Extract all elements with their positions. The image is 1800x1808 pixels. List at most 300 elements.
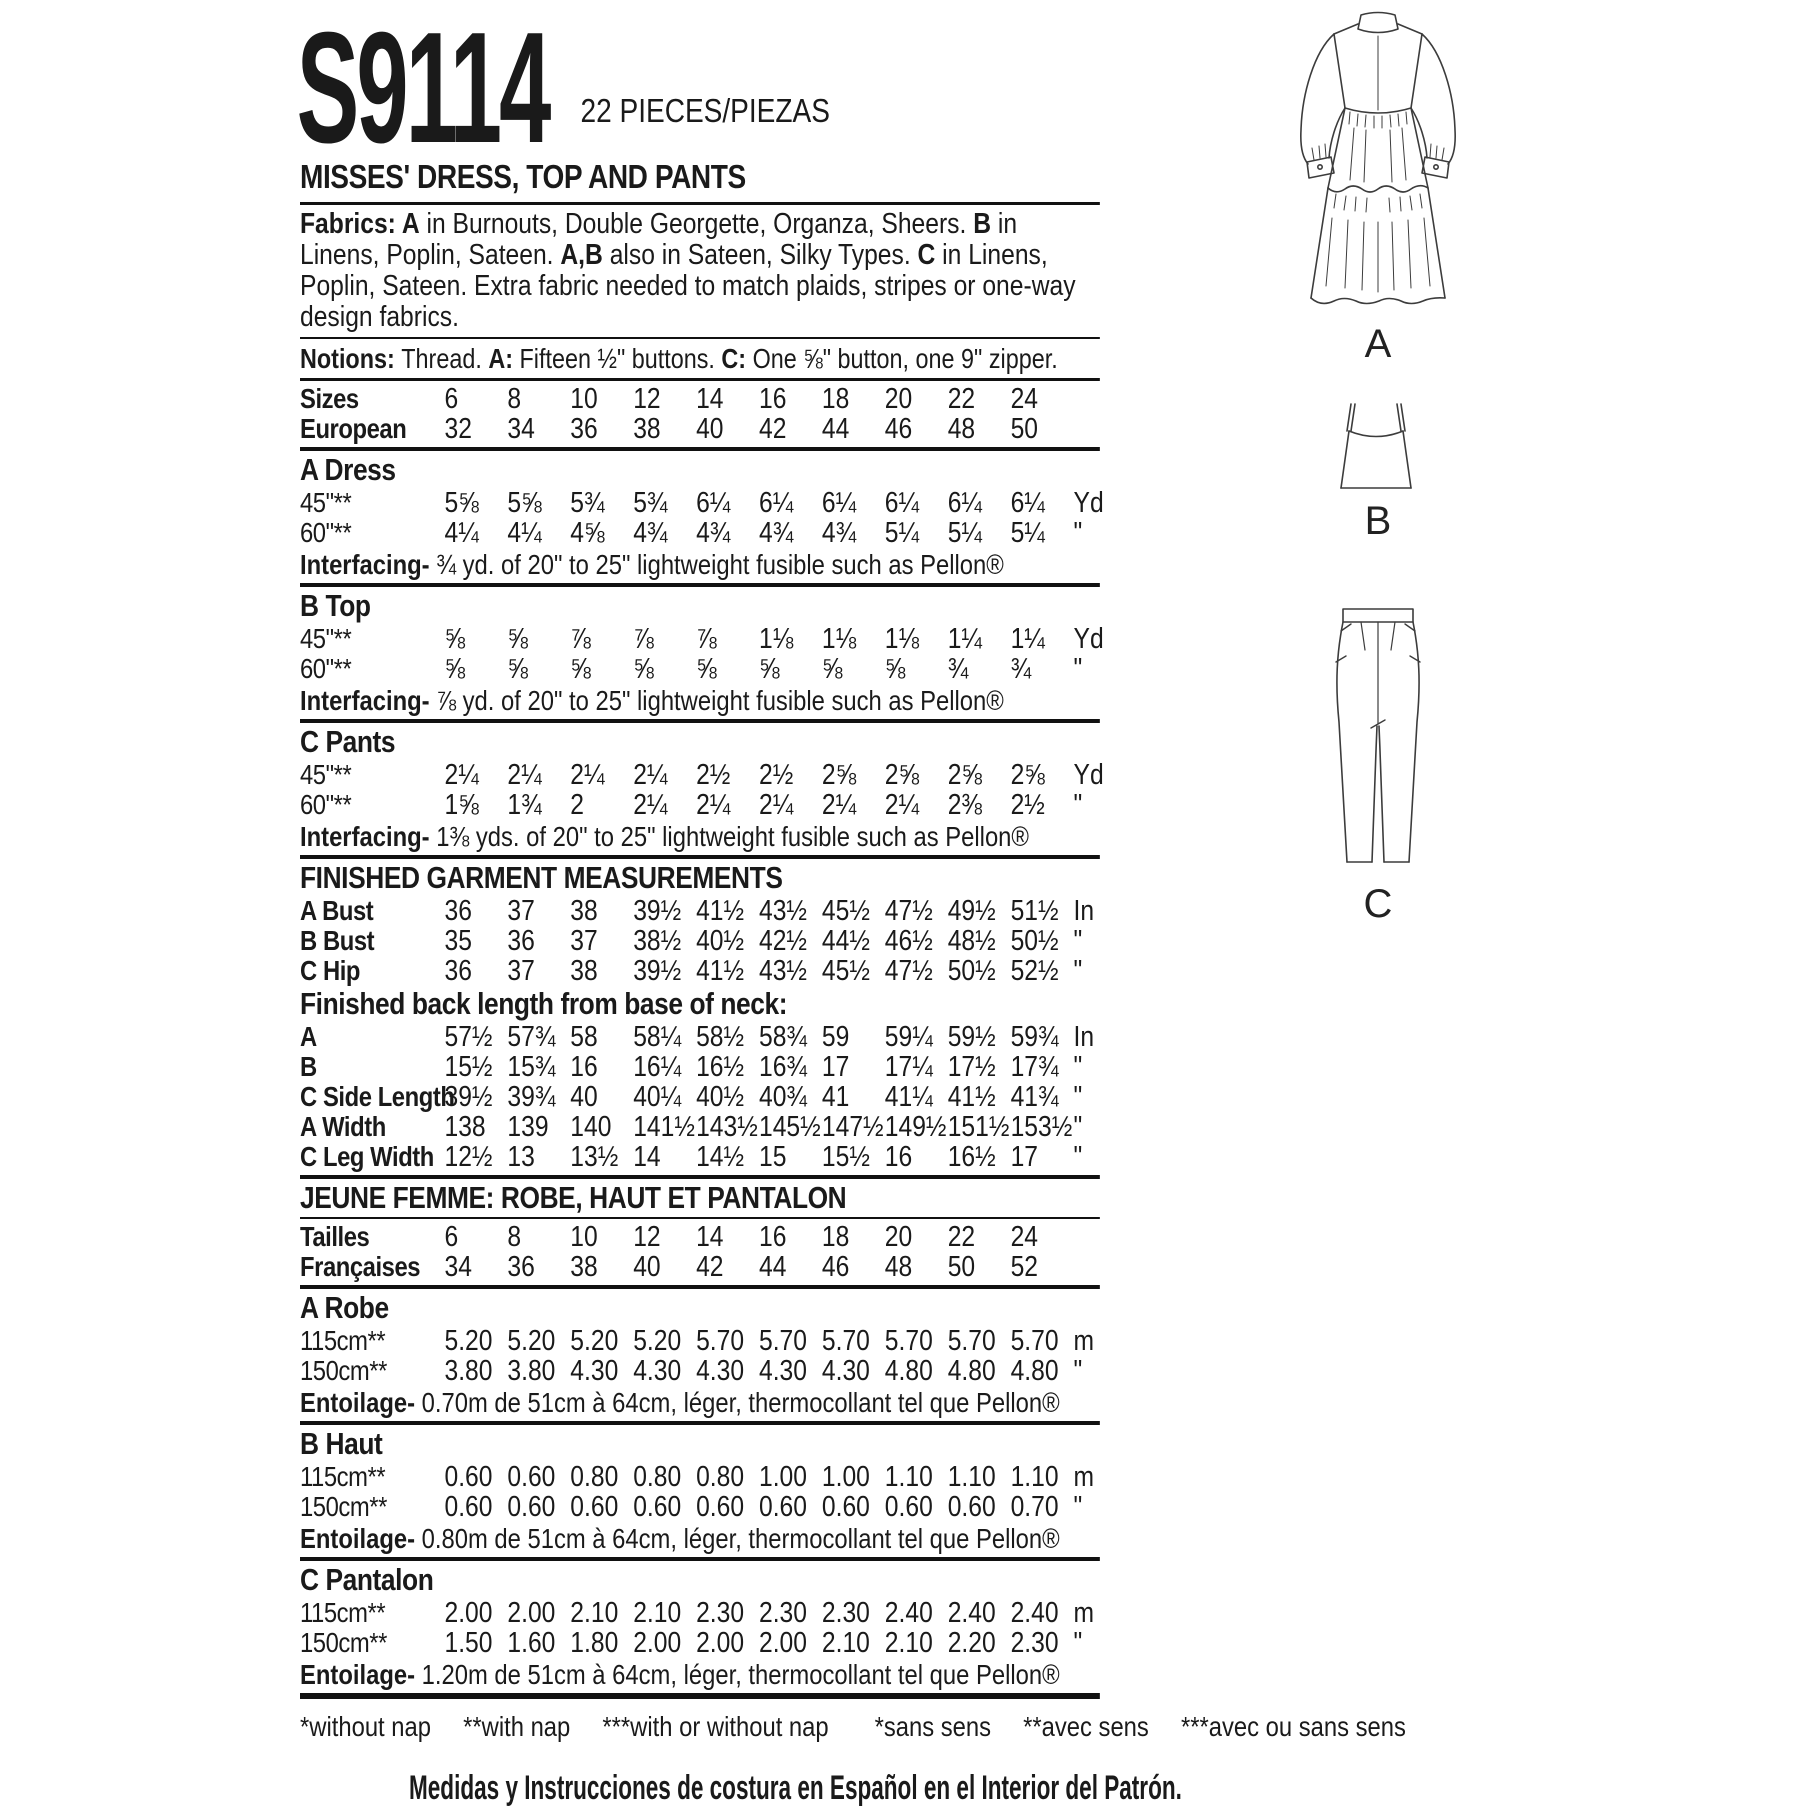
row-value: 45½ xyxy=(821,895,870,927)
interfacing-note xyxy=(300,686,1100,716)
row-value: 145½ xyxy=(759,1111,821,1143)
table-row xyxy=(300,1598,1100,1628)
row-unit: In xyxy=(1073,1021,1095,1053)
row-value: 1⅛ xyxy=(884,623,920,655)
row-value: 5¾ xyxy=(633,487,668,519)
table-row xyxy=(300,414,1100,444)
row-value: 38 xyxy=(633,413,661,445)
spanish-note: Medidas y Instrucciones de costura en Español en el Interior del Patrón. xyxy=(408,1769,1182,1807)
row-label: 115cm** xyxy=(300,1325,386,1356)
row-value: 141½ xyxy=(633,1111,695,1143)
row-value: 46 xyxy=(884,413,913,445)
spacer xyxy=(1288,544,1468,604)
row-value: 149½ xyxy=(884,1111,947,1143)
c-pantalon-metrage-table xyxy=(300,1598,1100,1658)
row-value: 39½ xyxy=(633,955,682,987)
row-unit xyxy=(1074,414,1100,444)
row-value: 12 xyxy=(633,1221,661,1253)
divider xyxy=(300,337,1100,339)
row-value: 1⅝ xyxy=(444,789,479,821)
finished-measurements-table xyxy=(300,896,1100,986)
section-title: C Pants xyxy=(300,724,396,759)
row-value: 2.10 xyxy=(821,1627,870,1659)
section-c-pantalon xyxy=(300,1564,1100,1699)
divider xyxy=(300,1421,1100,1425)
row-value: 22 xyxy=(947,1221,976,1253)
row-value: 2¼ xyxy=(884,789,920,821)
text-segment: 0.70m de 51cm à 64cm, léger, thermocollant tel que Pellon® xyxy=(421,1387,1060,1418)
row-value: 17½ xyxy=(947,1051,996,1083)
row-value: 6¼ xyxy=(1010,487,1045,519)
row-value: 2.10 xyxy=(633,1597,682,1629)
row-value: 34 xyxy=(444,1251,472,1283)
row-label: 60"** xyxy=(300,517,352,548)
row-value: 5.20 xyxy=(633,1325,682,1357)
section-title: C Pantalon xyxy=(300,1562,434,1597)
row-value: 2.40 xyxy=(947,1597,996,1629)
footnote: ***with or without nap xyxy=(602,1711,829,1742)
row-value: 0.60 xyxy=(444,1491,493,1523)
row-value: 0.70 xyxy=(1010,1491,1059,1523)
row-value: 41¼ xyxy=(884,1081,933,1113)
row-unit: " xyxy=(1073,1491,1083,1523)
section-finished-measurements xyxy=(300,862,1100,1179)
row-label: 60"** xyxy=(300,653,352,684)
row-value: 58¼ xyxy=(633,1021,682,1053)
section-title: A Robe xyxy=(300,1290,389,1325)
section-a-dress xyxy=(300,452,1104,587)
section-title: JEUNE FEMME: ROBE, HAUT ET PANTALON xyxy=(300,1180,847,1215)
row-value: 36 xyxy=(507,1251,535,1283)
row-value: 2¼ xyxy=(507,759,542,791)
header xyxy=(296,0,1100,176)
row-value: 39¾ xyxy=(507,1081,556,1113)
row-value: 0.60 xyxy=(507,1461,556,1493)
row-unit: Yd xyxy=(1073,759,1104,791)
row-value: 38 xyxy=(570,955,598,987)
row-value: 6¼ xyxy=(947,487,982,519)
row-value: 0.60 xyxy=(884,1491,933,1523)
text-segment: C xyxy=(917,239,936,271)
text-segment: in Burnouts, Double Georgette, Organza, Sheers. xyxy=(419,208,974,240)
row-unit: " xyxy=(1073,653,1083,685)
row-value: 47½ xyxy=(884,955,933,987)
row-value: 52 xyxy=(1010,1251,1039,1283)
row-value: 58¾ xyxy=(759,1021,807,1053)
row-value: 40½ xyxy=(696,1081,745,1113)
footnotes xyxy=(300,1703,1430,1747)
row-value: 17¼ xyxy=(884,1051,933,1083)
row-unit xyxy=(1074,384,1100,414)
row-value: 52½ xyxy=(1010,955,1059,987)
footnote: **avec sens xyxy=(1023,1711,1149,1742)
row-label: C Side Length xyxy=(300,1081,455,1112)
divider xyxy=(300,719,1100,723)
row-value: 16¾ xyxy=(759,1051,807,1083)
row-label: B xyxy=(300,1051,317,1082)
row-value: 2.00 xyxy=(507,1597,556,1629)
row-value: 139 xyxy=(507,1111,549,1143)
row-value: 22 xyxy=(947,383,976,415)
row-value: 44 xyxy=(821,413,850,445)
row-value: 36 xyxy=(444,955,472,987)
row-value: 4¾ xyxy=(633,517,668,549)
row-value: 46½ xyxy=(884,925,933,957)
row-value: 24 xyxy=(1010,383,1039,415)
text-segment: Entoilage- xyxy=(300,1659,422,1690)
row-value: 2.00 xyxy=(696,1627,745,1659)
row-value: 2⅝ xyxy=(884,759,920,791)
divider xyxy=(300,1285,1100,1289)
back-length-table xyxy=(300,1022,1100,1172)
row-value: 1¼ xyxy=(1010,623,1045,655)
row-value: 6 xyxy=(444,383,459,415)
row-value: 13½ xyxy=(570,1141,619,1173)
interfacing-note xyxy=(300,822,1100,852)
row-value: 50 xyxy=(1010,413,1039,445)
table-row xyxy=(300,1142,1100,1172)
row-unit: " xyxy=(1073,955,1083,987)
row-value: 38½ xyxy=(633,925,682,957)
pants-illustration xyxy=(1328,604,1428,876)
row-value: 36 xyxy=(507,925,535,957)
row-value: 4.80 xyxy=(947,1355,996,1387)
row-value: 2½ xyxy=(696,759,731,791)
row-value: ⅝ xyxy=(507,623,528,655)
row-value: ⅞ xyxy=(570,623,591,655)
table-row xyxy=(300,654,1100,684)
divider xyxy=(300,1557,1100,1561)
row-value: ⅞ xyxy=(633,623,654,655)
row-value: 1.10 xyxy=(947,1461,996,1493)
row-value: 15½ xyxy=(444,1051,493,1083)
row-value: 5.20 xyxy=(507,1325,556,1357)
row-value: 138 xyxy=(444,1111,486,1143)
row-value: 1.10 xyxy=(884,1461,933,1493)
row-value: 0.60 xyxy=(507,1491,556,1523)
footnotes-french xyxy=(875,1711,1432,1743)
row-value: 153½ xyxy=(1010,1111,1073,1143)
footnote: **with nap xyxy=(463,1711,571,1742)
row-value: 4.30 xyxy=(570,1355,619,1387)
row-value: 59½ xyxy=(947,1021,996,1053)
table-row xyxy=(300,1112,1100,1142)
row-value: 35 xyxy=(444,925,472,957)
dress-back-view-illustration xyxy=(1288,8,1468,316)
row-value: ⅝ xyxy=(444,623,466,655)
divider xyxy=(300,855,1100,859)
row-value: 0.80 xyxy=(633,1461,682,1493)
row-label: 60"** xyxy=(300,789,352,820)
row-value: 4¼ xyxy=(507,517,542,549)
row-value: 5¼ xyxy=(884,517,920,549)
text-segment: A,B xyxy=(560,239,603,271)
row-label: European xyxy=(300,413,407,444)
text-segment: in Linens, Poplin, Sateen. xyxy=(300,208,1018,271)
divider xyxy=(300,1217,1100,1219)
row-unit: " xyxy=(1073,1141,1083,1173)
row-value: 2⅝ xyxy=(1010,759,1045,791)
notions-line xyxy=(300,343,1100,374)
row-label: Françaises xyxy=(300,1251,421,1282)
row-value: 6 xyxy=(444,1221,459,1253)
row-value: 2.30 xyxy=(759,1597,807,1629)
row-unit: In xyxy=(1073,895,1095,927)
row-label: 150cm** xyxy=(300,1627,387,1658)
divider xyxy=(300,202,1100,205)
text-segment: Entoilage- xyxy=(300,1387,422,1418)
row-value: 2¼ xyxy=(759,789,794,821)
row-value: 2⅝ xyxy=(947,759,982,791)
row-value: 4.30 xyxy=(759,1355,807,1387)
row-value: 0.60 xyxy=(821,1491,870,1523)
row-label: C Leg Width xyxy=(300,1141,434,1172)
table-row xyxy=(300,1082,1100,1112)
row-value: ⅝ xyxy=(633,653,654,685)
row-label: B Bust xyxy=(300,925,375,956)
french-sizes-table xyxy=(300,1222,1100,1282)
row-value: 50½ xyxy=(1010,925,1059,957)
row-value: 2⅜ xyxy=(947,789,982,821)
row-value: 43½ xyxy=(759,895,807,927)
section-title: A Dress xyxy=(300,452,396,487)
row-value: ⅝ xyxy=(696,653,717,685)
row-value: 5¼ xyxy=(947,517,982,549)
row-value: 2½ xyxy=(759,759,794,791)
row-value: 5.70 xyxy=(821,1325,870,1357)
row-value: 2¼ xyxy=(821,789,857,821)
row-value: 44 xyxy=(759,1251,787,1283)
row-value: 5¼ xyxy=(1010,517,1045,549)
row-value: 2 xyxy=(570,789,585,821)
row-value: 41½ xyxy=(696,895,745,927)
row-value: 37 xyxy=(570,925,598,957)
row-value: ⅝ xyxy=(507,653,528,685)
row-value: 2.30 xyxy=(821,1597,870,1629)
figure-label-c: C xyxy=(1363,882,1393,926)
b-top-yardage-table xyxy=(300,623,1104,685)
row-value: 5.70 xyxy=(947,1325,996,1357)
row-value: 13 xyxy=(507,1141,535,1173)
row-value: 4.80 xyxy=(884,1355,933,1387)
row-value: ⅝ xyxy=(759,653,780,685)
row-value: 2¼ xyxy=(444,759,479,791)
row-value: 5.70 xyxy=(1010,1325,1059,1357)
footer xyxy=(300,1769,1182,1808)
row-value: 5¾ xyxy=(570,487,605,519)
row-value: 2.20 xyxy=(947,1627,996,1659)
row-value: 0.60 xyxy=(633,1491,682,1523)
row-label: 115cm** xyxy=(300,1597,386,1628)
row-value: 40¾ xyxy=(759,1081,807,1113)
row-value: 6¼ xyxy=(696,487,731,519)
row-value: ⅝ xyxy=(821,653,843,685)
row-value: 18 xyxy=(821,383,850,415)
entoilage-note xyxy=(300,1388,1100,1418)
a-robe-metrage-table xyxy=(300,1326,1100,1386)
text-segment: 1.20m de 51cm à 64cm, léger, thermocollant tel que Pellon® xyxy=(421,1659,1060,1690)
section-title: FINISHED GARMENT MEASUREMENTS xyxy=(300,860,783,895)
row-value: 20 xyxy=(884,1221,913,1253)
divider xyxy=(300,378,1100,381)
row-label: 115cm** xyxy=(300,1461,386,1492)
interfacing-note xyxy=(300,550,1100,580)
row-value: 32 xyxy=(444,413,472,445)
row-value: 1¾ xyxy=(507,789,542,821)
row-value: 140 xyxy=(570,1111,612,1143)
a-dress-yardage-table xyxy=(300,487,1104,549)
row-value: 4¾ xyxy=(696,517,731,549)
table-row xyxy=(300,1628,1100,1658)
row-value: 44½ xyxy=(821,925,870,957)
row-unit: " xyxy=(1073,1051,1083,1083)
row-value: 16½ xyxy=(947,1141,996,1173)
garment-illustrations xyxy=(1288,8,1468,927)
row-value: 5⅝ xyxy=(507,487,542,519)
table-row xyxy=(300,623,1104,655)
row-value: 14½ xyxy=(696,1141,745,1173)
text-segment: Interfacing- xyxy=(300,549,437,580)
spacer xyxy=(1288,367,1468,401)
b-haut-metrage-table xyxy=(300,1462,1100,1522)
row-value: 17 xyxy=(1010,1141,1039,1173)
row-value: 2.00 xyxy=(633,1627,682,1659)
text-segment: Interfacing- xyxy=(300,685,437,716)
row-value: ⅞ xyxy=(696,623,717,655)
row-value: 39½ xyxy=(633,895,682,927)
row-value: 1.10 xyxy=(1010,1461,1059,1493)
row-value: 37 xyxy=(507,895,535,927)
row-label: 45"** xyxy=(300,487,352,518)
section-a-robe xyxy=(300,1292,1100,1425)
row-value: 6¼ xyxy=(759,487,794,519)
table-row xyxy=(300,1326,1100,1356)
fabrics-paragraph xyxy=(300,209,1100,333)
row-value: 39½ xyxy=(444,1081,493,1113)
footnotes-english xyxy=(300,1711,854,1743)
row-value: 4.30 xyxy=(633,1355,682,1387)
row-value: 2¼ xyxy=(633,759,668,791)
row-value: 4¾ xyxy=(759,517,794,549)
pieces-count: 22 PIECES/PIEZAS xyxy=(580,92,830,129)
row-unit: " xyxy=(1073,1081,1083,1113)
row-value: 40 xyxy=(570,1081,598,1113)
row-label: 45"** xyxy=(300,623,352,654)
figure-label-b: B xyxy=(1364,499,1392,543)
row-label: Sizes xyxy=(300,383,359,414)
row-label: A xyxy=(300,1021,317,1052)
table-row xyxy=(300,487,1104,519)
row-value: 2.10 xyxy=(570,1597,619,1629)
table-row xyxy=(300,384,1100,414)
table-row xyxy=(300,790,1100,820)
section-c-pants xyxy=(300,724,1104,859)
table-row xyxy=(300,896,1100,926)
row-value: 59¼ xyxy=(884,1021,933,1053)
row-value: 12 xyxy=(633,383,661,415)
section-title: B Haut xyxy=(300,1426,383,1461)
row-value: ⅝ xyxy=(884,653,906,685)
row-value: 5⅝ xyxy=(444,487,479,519)
divider xyxy=(300,1693,1100,1699)
text-segment: Notions: xyxy=(300,343,402,374)
row-value: 0.80 xyxy=(696,1461,745,1493)
row-value: 15 xyxy=(759,1141,787,1173)
figure-label-a: A xyxy=(1364,322,1392,366)
row-value: ⅝ xyxy=(570,653,591,685)
row-label: 150cm** xyxy=(300,1491,387,1522)
table-row xyxy=(300,956,1100,986)
row-value: 41 xyxy=(821,1081,850,1113)
row-value: 2¼ xyxy=(570,759,605,791)
row-value: 37 xyxy=(507,955,535,987)
footnote: ***avec ou sans sens xyxy=(1180,1711,1406,1742)
row-value: 12½ xyxy=(444,1141,493,1173)
text-segment: A: xyxy=(488,343,520,374)
table-row xyxy=(300,1356,1100,1386)
row-value: 2¼ xyxy=(633,789,668,821)
table-row xyxy=(300,1222,1100,1252)
row-value: 4¼ xyxy=(444,517,479,549)
row-value: 24 xyxy=(1010,1221,1039,1253)
table-row xyxy=(300,1492,1100,1522)
row-value: 14 xyxy=(696,383,724,415)
row-value: 0.60 xyxy=(759,1491,807,1523)
row-unit: " xyxy=(1073,1111,1083,1143)
text-segment: ⅞ yd. of 20" to 25" lightweight fusible such as Pellon® xyxy=(436,685,1004,716)
section-b-top xyxy=(300,588,1104,723)
row-value: 40 xyxy=(696,413,724,445)
table-row xyxy=(300,518,1100,548)
text-segment: C: xyxy=(721,343,753,374)
row-value: 20 xyxy=(884,383,913,415)
row-label: A Bust xyxy=(300,895,374,926)
text-segment: ¾ yd. of 20" to 25" lightweight fusible such as Pellon® xyxy=(436,549,1004,580)
row-value: 4.30 xyxy=(821,1355,870,1387)
row-value: 0.60 xyxy=(947,1491,996,1523)
row-value: 49½ xyxy=(947,895,996,927)
section-b-haut xyxy=(300,1428,1100,1561)
row-value: 41½ xyxy=(947,1081,996,1113)
row-value: 0.80 xyxy=(570,1461,619,1493)
row-value: 40½ xyxy=(696,925,745,957)
text-segment: B xyxy=(973,208,992,240)
divider xyxy=(300,447,1100,451)
pattern-number: S9114 xyxy=(296,0,549,176)
row-value: 41¾ xyxy=(1010,1081,1059,1113)
row-value: 41½ xyxy=(696,955,745,987)
row-value: 1.00 xyxy=(759,1461,807,1493)
row-value: 5.70 xyxy=(696,1325,745,1357)
row-unit: m xyxy=(1073,1597,1095,1629)
row-value: 2⅝ xyxy=(821,759,857,791)
row-value: 40 xyxy=(633,1251,661,1283)
table-row xyxy=(300,1022,1100,1052)
row-value: 2.30 xyxy=(696,1597,745,1629)
row-value: 15¾ xyxy=(507,1051,556,1083)
table-row xyxy=(300,759,1104,791)
row-label: Tailles xyxy=(300,1221,370,1252)
text-segment: 0.80m de 51cm à 64cm, léger, thermocollant tel que Pellon® xyxy=(421,1523,1060,1554)
table-row xyxy=(300,1052,1100,1082)
row-value: 0.60 xyxy=(570,1491,619,1523)
text-segment: also in Sateen, Silky Types. xyxy=(602,239,918,271)
row-value: 36 xyxy=(444,895,472,927)
row-value: 16¼ xyxy=(633,1051,682,1083)
c-pants-yardage-table xyxy=(300,759,1104,821)
row-value: 1.60 xyxy=(507,1627,556,1659)
row-label: C Hip xyxy=(300,955,361,986)
